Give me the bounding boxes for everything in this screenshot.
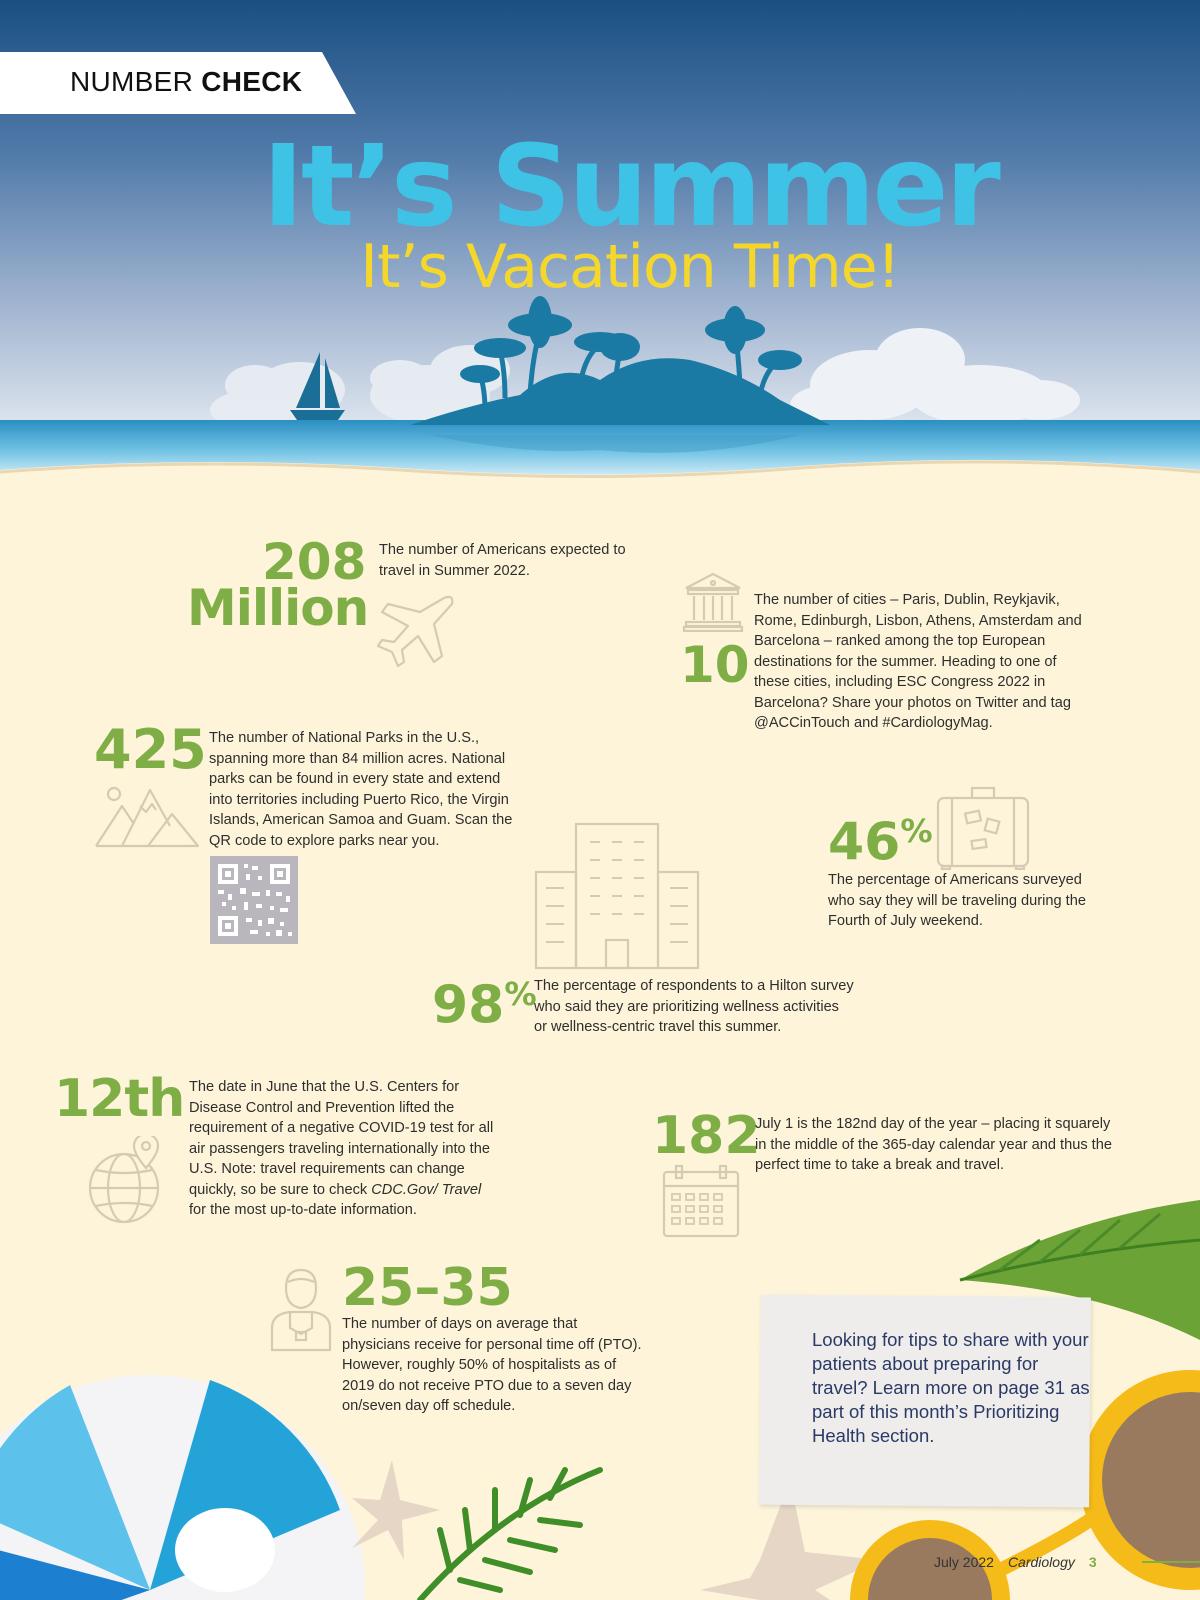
suitcase-icon — [936, 784, 1030, 870]
page-subtitle: It’s Vacation Time! — [360, 232, 900, 302]
stat-pto-number: 25–35 — [342, 1258, 513, 1318]
stat-covid-text: The date in June that the U.S. Centers for Disease Control and Prevention lifted the requirement of a negative COVID-19 test for all air passengers traveling internationally into the U.S. Note: travel requirements can change quickly, so be sure to check CDC.Gov/ Travel for the most up-to-date information. — [189, 1079, 494, 1218]
stat-cities-number: 10 — [680, 636, 750, 694]
hotel-icon — [534, 822, 700, 970]
stat-cities-text: The number of cities – Paris, Dublin, Reykjavik, Rome, Edinburgh, Lisbon, Athens, Amsterdam and Barcelona – ranked among the top European destinations for the summer. Heading to one of these cities, including ESC Congress 2022 in Barcelona? Share your photos on Twitter and tag @ACCinTouch and #CardiologyMag. — [754, 592, 1082, 731]
stat-wellness-number: 98% — [432, 975, 537, 1036]
section-label-tab — [0, 52, 360, 114]
page-footer — [934, 1554, 1097, 1570]
footer-rule — [1142, 1561, 1200, 1563]
stat-wellness-text: The percentage of respondents to a Hilton survey who said they are prioritizing wellness activities or wellness-centric travel this summer. — [534, 978, 854, 1035]
section-label: NUMBER CHECK — [70, 66, 303, 97]
stat-parks-number: 425 — [94, 718, 207, 781]
stat-july4-text: The percentage of Americans surveyed who say they will be traveling during the Fourth of July weekend. — [828, 872, 1086, 929]
mountains-icon — [94, 780, 200, 850]
hero-banner — [0, 0, 1200, 500]
footer-magazine: Cardiology — [1007, 1554, 1075, 1570]
page-title: It’s Summer — [262, 122, 998, 252]
stat-pto-text: The number of days on average that physicians receive for personal time off (PTO). However, roughly 50% of hospitalists as of 2019 do not receive PTO due to a seven day on/seven day off schedule. — [342, 1316, 642, 1414]
airplane-icon — [374, 590, 460, 672]
stat-parks-text: The number of National Parks in the U.S., spanning more than 84 million acres. National parks can be found in every state and extend into territories including Puerto Rico, the Virgin Islands, American Samoa and Guam. Scan the QR code to explore parks near you. — [209, 730, 513, 849]
stat-july4-number: 46% — [828, 812, 933, 873]
stat-day-number: 182 — [652, 1106, 761, 1166]
museum-icon — [682, 570, 744, 632]
stat-covid-number: 12th — [54, 1069, 185, 1129]
footer-date: July 2022 — [934, 1554, 994, 1570]
stat-day-text: July 1 is the 182nd day of the year – placing it squarely in the middle of the 365-day calendar year and thus the perfect time to take a break and travel. — [755, 1116, 1112, 1173]
cdc-travel-link[interactable]: CDC.Gov/ Travel — [371, 1181, 482, 1198]
stat-travelers-number: 208 — [262, 533, 367, 591]
page-number: 3 — [1088, 1554, 1097, 1570]
tip-text: Looking for tips to share with your patients about preparing for travel? Learn more on page 31 as part of this month’s Prioritizing Health section. — [812, 1329, 1090, 1446]
stat-travelers-unit: Million — [187, 579, 369, 637]
palm-frond-illustration — [420, 1470, 600, 1600]
stat-travelers-text: The number of Americans expected to travel in Summer 2022. — [379, 542, 626, 579]
qr-code[interactable] — [210, 856, 298, 944]
beach-ball-illustration — [0, 1375, 365, 1600]
